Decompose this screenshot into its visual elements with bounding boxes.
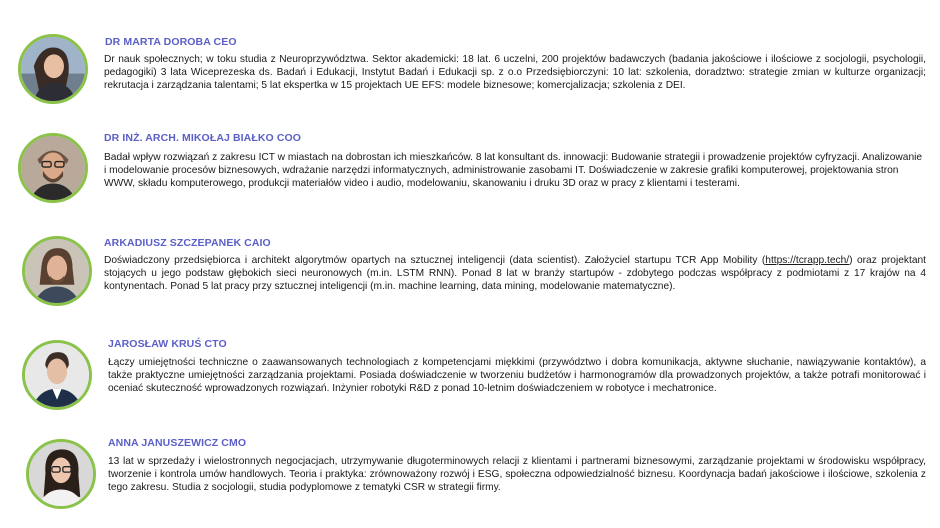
member-bio: Dr nauk społecznych; w toku studia z Neuroprzywództwa. Sektor akademicki: 18 lat. 6 uczelni, 200 projektów badawczych (badania jakościowe i ilościowe z socjologii, psychologii, pedagogiki) 3 lata Wiceprezeska ds. Badań i Edukacji, Instytut Badań i Edukacji sp. z o.o Przedsiębiorczyni: 10 lat: szkolenia, doradztwo: strategie zmian w kulturze organizacji; rekrutacja i zarządzania talentami; 5 lat ekspertka w 15 projektach UE EFS: modele biznesowe; komercjalizacja; szkolenia z DEI.	[104, 54, 926, 92]
portrait-photo-icon	[21, 37, 85, 101]
avatar-anna-januszewicz	[26, 439, 96, 509]
member-name: ANNA JANUSZEWICZ CMO	[108, 437, 247, 449]
member-bio	[104, 254, 926, 294]
portrait-photo-icon	[25, 343, 89, 407]
member-name: DR MARTA DOROBA CEO	[105, 36, 237, 48]
avatar-arkadiusz-szczepanek	[22, 236, 92, 306]
avatar-marta-doroba	[18, 34, 88, 104]
member-bio: Łączy umiejętności techniczne o zaawansowanych technologiach z kompetencjami miękkimi (przywództwo i dobra komunikacja, aktywne słuchanie, nawiązywanie kontaktów), a także praktyczne umiejętności zarządzania projektami. Posiada doświadczenie w tworzeniu budżetów i harmonogramów dla prowadzonych projektów, a także potrafi monitorować i oceniać skuteczność wprowadzonych rozwiązań. Inżynier robotyki R&D z ponad 10-letnim doświadczeniem w robotyce i mechatronice.	[108, 357, 926, 395]
member-name: JAROSŁAW KRUŚ CTO	[108, 338, 227, 350]
startup-link[interactable]: https://tcrapp.tech/	[765, 255, 850, 266]
portrait-photo-icon	[21, 136, 85, 200]
bio-text-start: Doświadczony przedsiębiorca i architekt algorytmów opartych na sztucznej inteligencji (data scientist). Założyciel startupu TCR App Mobility (	[104, 255, 766, 266]
avatar-mikolaj-bialko	[18, 133, 88, 203]
member-bio: Badał wpływ rozwiązań z zakresu ICT w miastach na dobrostan ich mieszkańców. 8 lat konsultant ds. innowacji: Budowanie strategii i prowadzenie projektów cyfryzacji. Analizowanie i modelowanie procesów biznesowych, wdrażanie narzędzi informatycznych, administrowanie zasobami IT. Doświadczenie w zakresie grafiki komputerowej, projektowania stron WWW, składu komputerowego, produkcji materiałów video i audio, modelowaniu, skanowaniu i druku 3D oraz w pracy z klientami i testerami.	[104, 152, 923, 190]
portrait-photo-icon	[29, 442, 93, 506]
member-bio: 13 lat w sprzedaży i wielostronnych negocjacjach, utrzymywanie długoterminowych relacji z klientami i partnerami biznesowymi, zarządzanie projektami w środowisku współpracy, tworzenie i kontrola umów handlowych. Teoria i praktyka: zrównoważony rozwój i ESG, społeczna odpowiedzialność biznesu. Koordynacja badań jakościowe i ilościowe, szkolenia z tego zakresu. Studia z socjologii, studia podyplomowe z tematyki CSR w strategii firmy.	[108, 456, 926, 494]
member-name: ARKADIUSZ SZCZEPANEK CAIO	[104, 237, 271, 249]
portrait-photo-icon	[25, 239, 89, 303]
avatar-jaroslaw-krus	[22, 340, 92, 410]
member-name: DR INŻ. ARCH. MIKOŁAJ BIAŁKO COO	[104, 132, 302, 144]
bio-text-end: ) oraz projektant stojących u jego podstaw głębokich sieci neuronowych (m.in. LSTM RNN). Ponad 8 lat w branży startupów - zdobytego podczas współpracy z podmiotami z 17 krajów na 4 kontynentach. Ponad 5 lat pracy przy sztucznej inteligencji (m.in. machine learning, data mining, modelowanie matematyczne).	[104, 255, 926, 293]
